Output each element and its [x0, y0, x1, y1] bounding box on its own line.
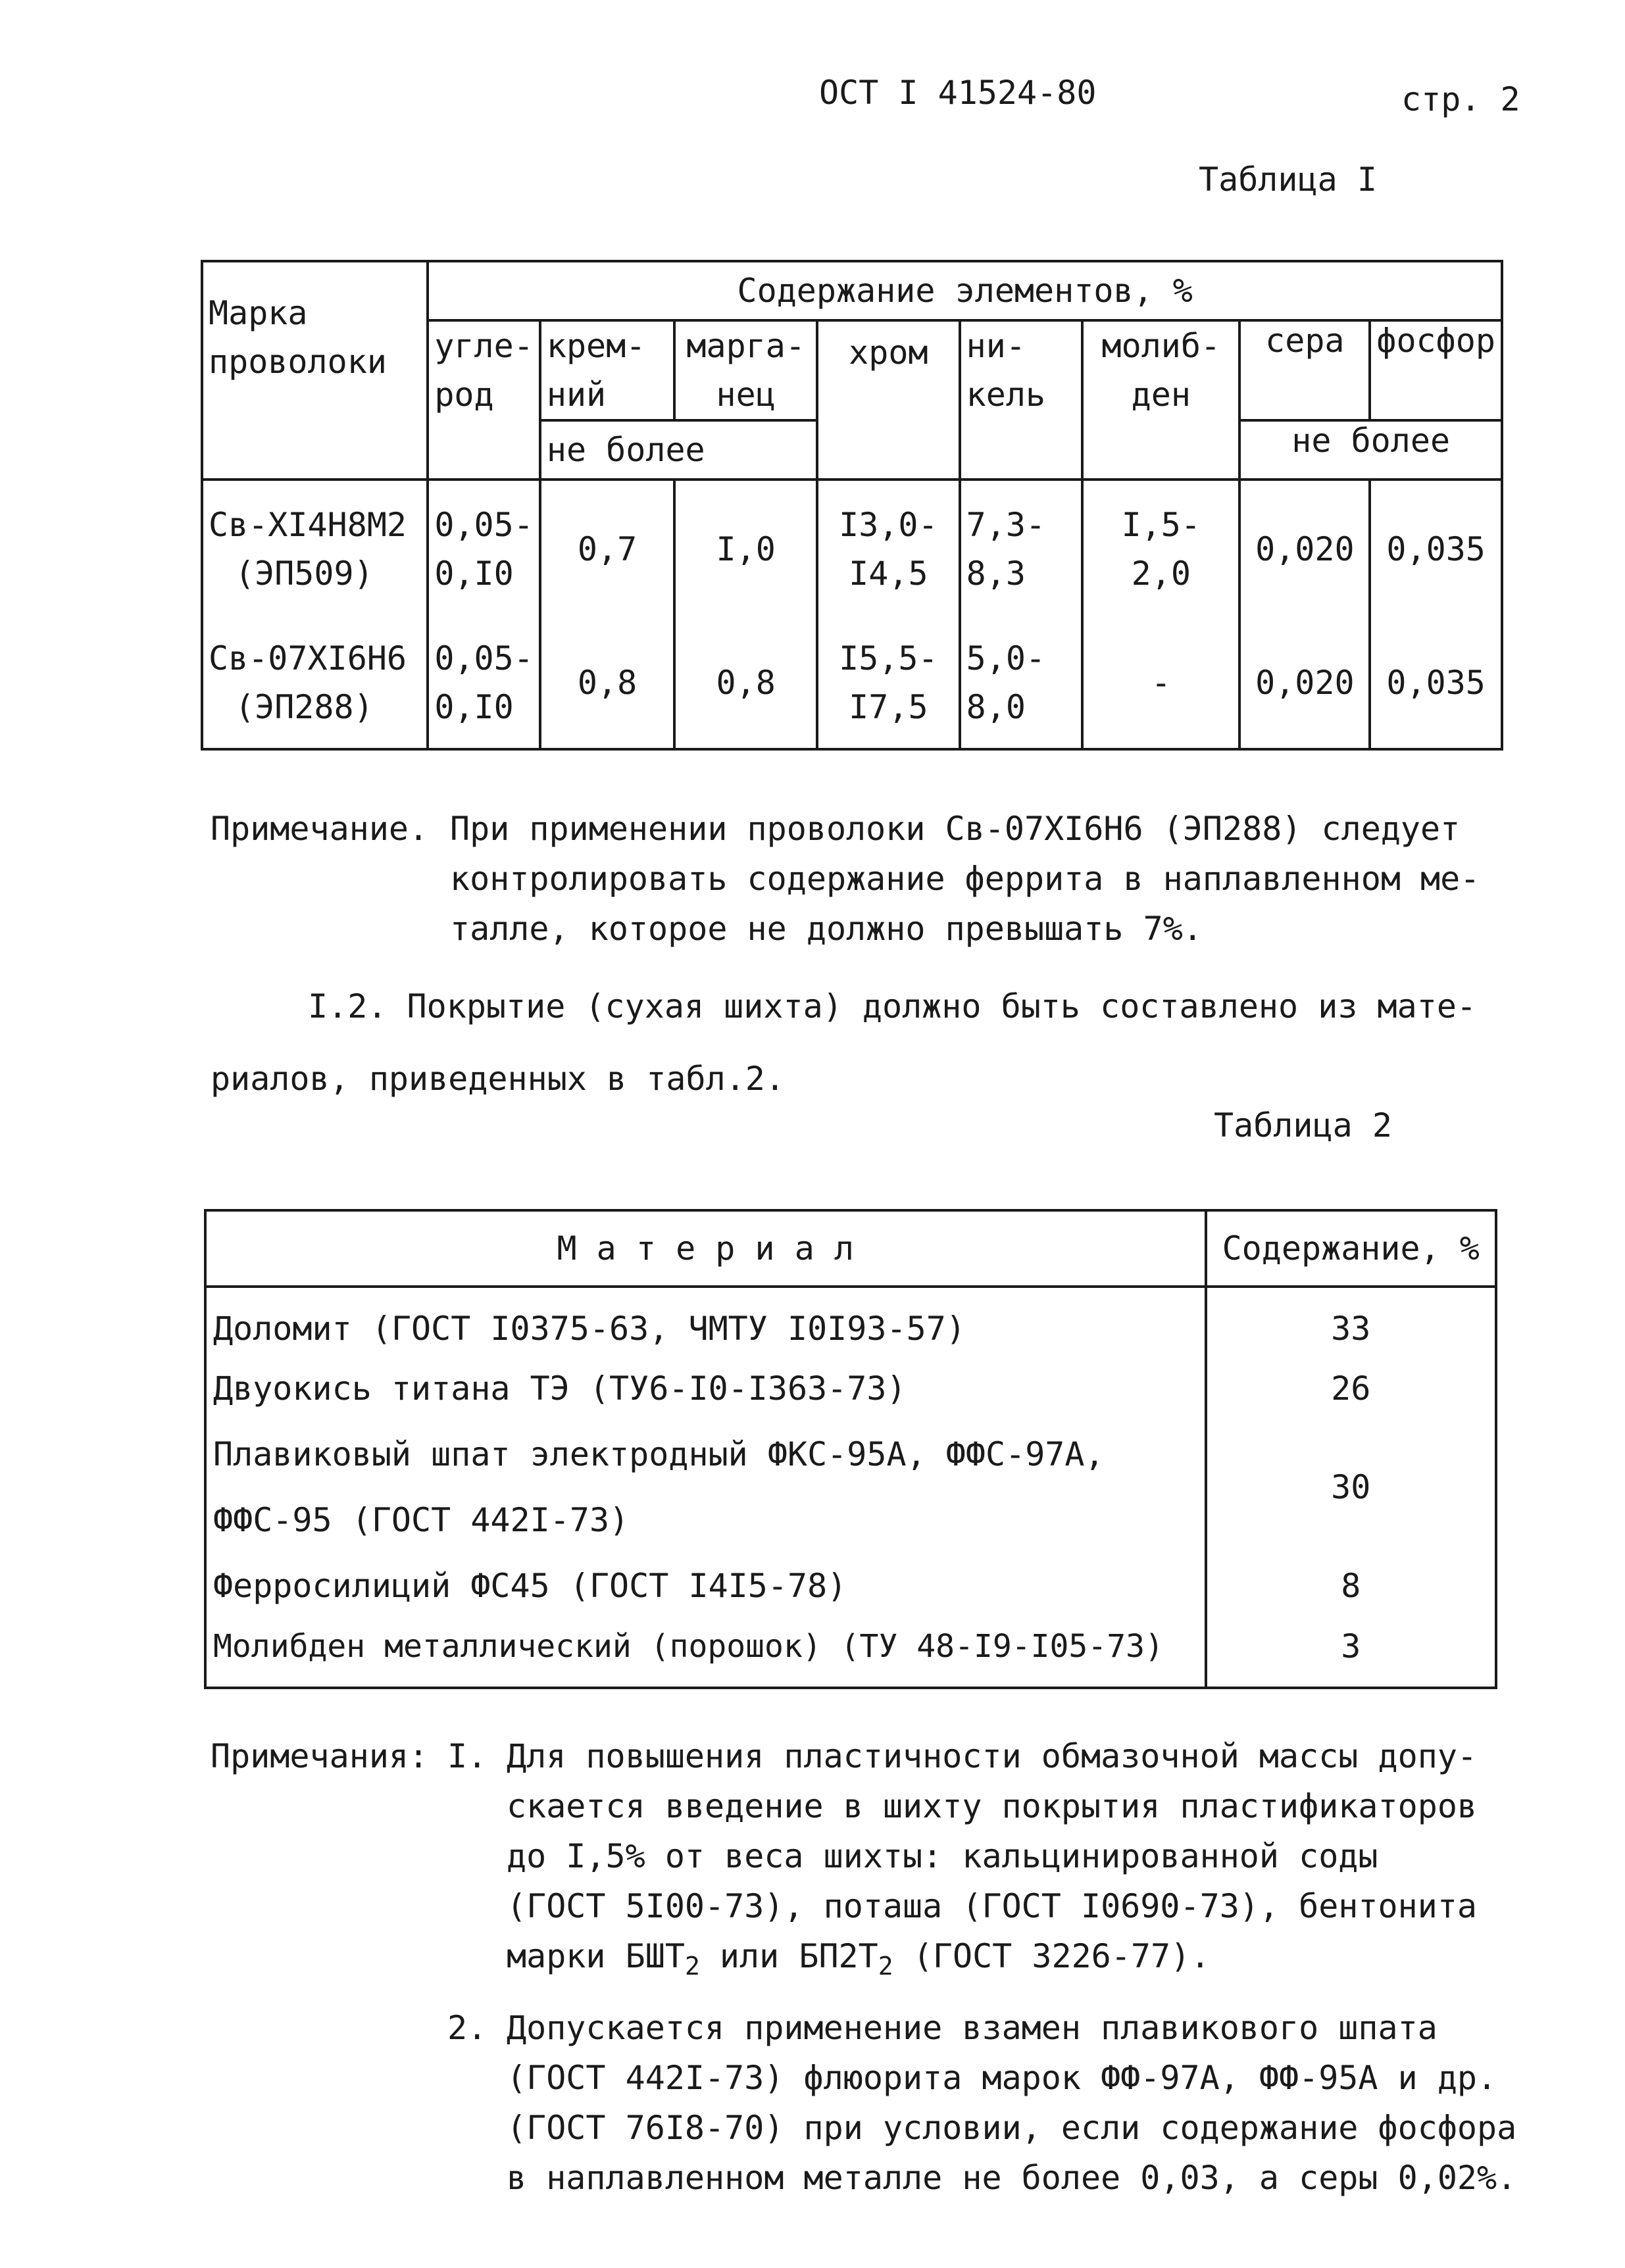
col-chrome: хром	[817, 320, 960, 480]
table-row	[202, 618, 1502, 749]
carbon-cell	[428, 480, 540, 618]
col-material-header: М а т е р и а л	[205, 1210, 1206, 1287]
brand-cell	[202, 618, 428, 749]
col-brand-line-2: проволоки	[209, 343, 387, 381]
col-manganese-line-1: марга-	[686, 327, 806, 365]
col-nickel	[960, 320, 1083, 480]
chrome-line-1: I5,5-	[839, 639, 938, 678]
col-carbon-line-1: угле-	[434, 327, 534, 365]
nickel-line-2: 8,3	[966, 555, 1026, 593]
chrome-cell	[817, 618, 960, 749]
chrome-line-2: I7,5	[849, 688, 928, 726]
carbon-line-1: 0,05-	[434, 639, 534, 678]
table-2	[204, 1209, 1497, 1689]
table1-note-line-2: контролировать содержание феррита в наплавленном ме-	[450, 860, 1480, 898]
col-content-header: Содержание, %	[1206, 1210, 1497, 1287]
table-row	[205, 1421, 1496, 1553]
col-manganese	[674, 320, 817, 420]
nickel-cell	[960, 480, 1083, 618]
note1-line-4: (ГОСТ 5I00-73), поташа (ГОСТ I0690-73), бентонита	[507, 1887, 1478, 1925]
table1-note-line-1: При применении проволоки Св-07XI6Н6 (ЭП288) следует	[450, 810, 1461, 848]
note1	[507, 1731, 1507, 1991]
note2-line-3: (ГОСТ 76I8-70) при условии, если содержание фосфора	[507, 2109, 1517, 2147]
page-number-label	[1401, 80, 1520, 118]
col-sulfur: сера	[1239, 320, 1370, 420]
silicon-cell: 0,8	[540, 618, 674, 749]
content-cell: 8	[1206, 1553, 1497, 1619]
sulfur-cell: 0,020	[1239, 618, 1370, 749]
carbon-line-2: 0,I0	[434, 688, 514, 726]
note1-number: I.	[447, 1737, 488, 1775]
not-more-left: не более	[540, 420, 817, 480]
note1-line-5-a: марки БШТ	[507, 1937, 685, 1975]
note1-line-1: Для повышения пластичности обмазочной массы допу-	[507, 1737, 1478, 1775]
col-molybdenum-line-2: ден	[1131, 376, 1191, 414]
paragraph-1-2-line-1: I.2. Покрытие (сухая шихта) должно быть составлено из мате-	[308, 987, 1477, 1025]
note2	[507, 2003, 1526, 2203]
silicon-cell: 0,7	[540, 480, 674, 618]
material-cell: Доломит (ГОСТ I0375-63, ЧМТУ I0I93-57)	[205, 1287, 1206, 1356]
table1-note	[450, 804, 1503, 954]
col-molybdenum-line-1: молиб-	[1101, 327, 1221, 365]
phosphorus-cell: 0,035	[1370, 480, 1502, 618]
col-phosphorus: фосфор	[1370, 320, 1502, 420]
content-cell: 30	[1206, 1421, 1497, 1553]
content-cell: 33	[1206, 1287, 1497, 1356]
col-molybdenum	[1082, 320, 1239, 480]
table2-caption: Таблица 2	[1214, 1106, 1392, 1145]
note2-line-4: в наплавленном металле не более 0,03, а серы 0,02%.	[507, 2159, 1517, 2197]
manganese-cell: 0,8	[674, 618, 817, 749]
table1-note-label: Примечание.	[211, 810, 429, 848]
material-line-1: Плавиковый шпат электродный ФКС-95А, ФФС-97А,	[213, 1435, 1105, 1473]
note1-line-2: скается введение в шихту покрытия пластификаторов	[507, 1787, 1478, 1825]
table-row	[205, 1553, 1496, 1619]
col-manganese-line-2: нец	[716, 376, 776, 414]
col-nickel-line-2: кель	[966, 376, 1046, 414]
brand-line-2: (ЭП288)	[235, 688, 374, 726]
brand-line-2: (ЭП509)	[235, 555, 374, 593]
paragraph-1-2-line-2: риалов, приведенных в табл.2.	[211, 1060, 785, 1098]
chrome-cell	[817, 480, 960, 618]
group-header: Содержание элементов, %	[428, 261, 1502, 320]
molybdenum-cell	[1082, 480, 1239, 618]
note1-line-5	[507, 1931, 1507, 1991]
doc-code: ОСТ I 41524-80	[819, 74, 1097, 112]
table-1	[201, 260, 1503, 751]
page-number: 2	[1500, 80, 1520, 118]
material-cell: Двуокись титана ТЭ (ТУ6-I0-I363-73)	[205, 1356, 1206, 1421]
nickel-cell	[960, 618, 1083, 749]
table-row	[205, 1287, 1496, 1356]
brand-cell	[202, 480, 428, 618]
note1-line-5-b: или БП2Т	[699, 1937, 878, 1975]
col-silicon-line-1: крем-	[546, 327, 646, 365]
table1-caption: Таблица I	[1199, 160, 1377, 199]
table1-note-line-3: талле, которое не должно превышать 7%.	[450, 910, 1203, 948]
chrome-line-1: I3,0-	[839, 506, 938, 544]
note2-line-1: Допускается применение взамен плавикового шпата	[507, 2009, 1438, 2047]
carbon-cell	[428, 618, 540, 749]
note1-line-3: до I,5% от веса шихты: кальцинированной соды	[507, 1837, 1378, 1875]
content-cell: 26	[1206, 1356, 1497, 1421]
carbon-line-2: 0,I0	[434, 555, 514, 593]
table-row	[205, 1619, 1496, 1688]
brand-line-1: Св-07XI6Н6	[209, 639, 407, 678]
col-carbon	[428, 320, 540, 480]
material-cell: Ферросилиций ФС45 (ГОСТ I4I5-78)	[205, 1553, 1206, 1619]
page-label: стр.	[1401, 80, 1481, 118]
nickel-line-1: 7,3-	[966, 506, 1046, 544]
col-silicon	[540, 320, 674, 420]
col-carbon-line-2: род	[434, 376, 494, 414]
sulfur-cell: 0,020	[1239, 480, 1370, 618]
subscript-1: 2	[684, 1952, 700, 1981]
carbon-line-1: 0,05-	[434, 506, 534, 544]
brand-line-1: Св-XI4Н8М2	[209, 506, 407, 544]
content-cell: 3	[1206, 1619, 1497, 1688]
material-cell: Молибден металлический (порошок) (ТУ 48-I9-I05-73)	[205, 1619, 1206, 1688]
notes-label: Примечания:	[211, 1737, 429, 1775]
not-more-right: не более	[1239, 420, 1502, 480]
nickel-line-2: 8,0	[966, 688, 1026, 726]
subscript-2: 2	[878, 1952, 893, 1981]
manganese-cell: I,0	[674, 480, 817, 618]
table-row	[205, 1356, 1496, 1421]
note1-line-5-c: (ГОСТ 3226-77).	[893, 1937, 1211, 1975]
note2-line-2: (ГОСТ 442I-73) флюорита марок ФФ-97А, ФФ-95А и др.	[507, 2059, 1497, 2097]
col-brand-line-1: Марка	[209, 294, 308, 332]
note2-number: 2.	[447, 2009, 488, 2047]
molybdenum-line-2: 2,0	[1131, 555, 1191, 593]
molybdenum-cell: -	[1082, 618, 1239, 749]
phosphorus-cell: 0,035	[1370, 618, 1502, 749]
col-silicon-line-2: ний	[546, 376, 607, 414]
material-cell	[205, 1421, 1206, 1553]
table-row	[202, 480, 1502, 618]
molybdenum-line-1: I,5-	[1121, 506, 1201, 544]
material-line-2: ФФС-95 (ГОСТ 442I-73)	[213, 1501, 630, 1539]
col-nickel-line-1: ни-	[966, 327, 1026, 365]
nickel-line-1: 5,0-	[966, 639, 1046, 678]
chrome-line-2: I4,5	[849, 555, 928, 593]
col-brand-header	[202, 261, 428, 480]
